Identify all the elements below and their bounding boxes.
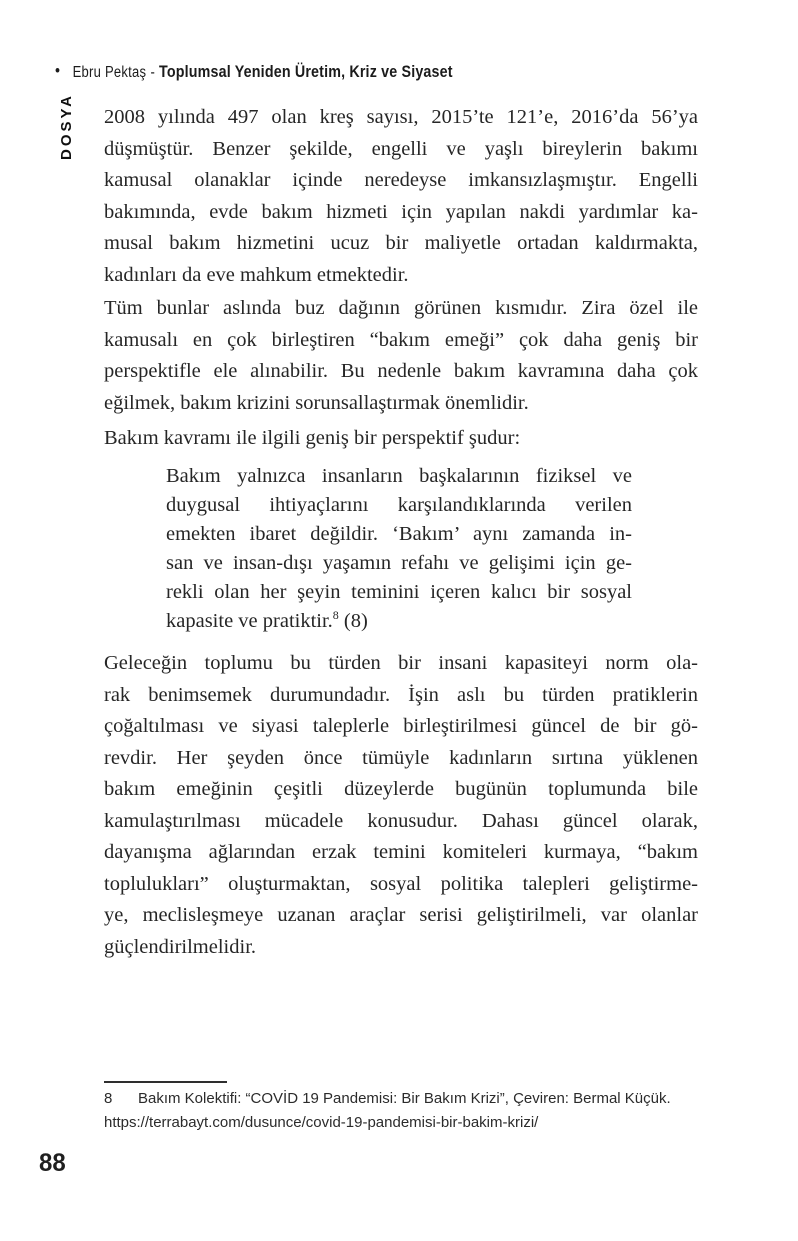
blockquote-citation-number: (8): [338, 610, 368, 632]
text-line: dayanışma ağlarından erzak temini komiteleri kurmaya, “bakım: [104, 841, 698, 863]
paragraph: [104, 423, 698, 455]
text-line: perspektifle ele alınabilir. Bu nedenle bakım kavramına daha çok: [104, 360, 698, 382]
blockquote-text: kapasite ve pratiktir.: [166, 610, 333, 632]
page-number: 88: [39, 1149, 66, 1177]
text-line: toplulukları” oluşturmaktan, sosyal politika talepleri geliştirme-: [104, 872, 698, 895]
blockquote-last-line: [166, 607, 632, 636]
text-line: bakım emeğinin çeşitli düzeylerde bugünün toplumunda bile: [104, 778, 698, 800]
text-line: 2008 yılında 497 olan kreş sayısı, 2015’te 121’e, 2016’da 56’ya: [104, 106, 698, 128]
text-line: kadınları da eve mahkum etmektedir.: [104, 263, 409, 286]
text-line: güçlendirilmelidir.: [104, 935, 257, 958]
footnote-reference-marker: 8: [332, 608, 339, 623]
footnote-url: https://terrabayt.com/dusunce/covid-19-pandemisi-bir-bakim-krizi/: [104, 1113, 539, 1131]
author-name: Ebru Pektaş: [72, 64, 147, 81]
text-line: rekli olan her şeyin teminini içeren kalıcı bir sosyal: [166, 581, 632, 603]
text-line: Tüm bunlar aslında buz dağının görünen kısmıdır. Zira özel ile: [104, 297, 698, 319]
footnote-number: 8: [104, 1090, 113, 1107]
text-line: rak benimsemek durumundadır. İşin aslı bu türden pratiklerin: [104, 683, 698, 706]
text-line: san ve insan-dışı yaşamın refahı ve gelişimi için ge-: [166, 552, 632, 574]
footnote-divider: [104, 1081, 227, 1083]
text-line: emekten ibaret değildir. ‘Bakım’ aynı zamanda in-: [166, 523, 632, 545]
text-line: duygusal ihtiyaçlarını karşılandıklarında verilen: [166, 494, 632, 516]
text-line: Bakım yalnızca insanların başkalarının fiziksel ve: [166, 465, 632, 487]
running-header: [55, 61, 453, 82]
paragraph: [104, 293, 698, 419]
text-line: Bakım kavramı ile ilgili geniş bir perspektif şudur:: [104, 427, 521, 449]
section-tab-label: DOSYA: [58, 93, 75, 160]
footnote: [104, 1087, 704, 1134]
footnote-citation-line: [104, 1087, 704, 1111]
header-bullet-icon: •: [55, 61, 61, 80]
blockquote: [166, 462, 632, 636]
header-separator: -: [150, 64, 155, 81]
text-line: revdir. Her şeyden önce tümüyle kadınların sırtına yüklenen: [104, 746, 698, 769]
text-line: Geleceğin toplumu bu türden bir insani kapasiteyi norm ola-: [104, 652, 698, 674]
paragraph: [104, 102, 698, 291]
text-line: kamulaştırılması mücadele konusudur. Dahası güncel olarak,: [104, 809, 698, 832]
blockquote-lines: [166, 462, 632, 607]
article-title: Toplumsal Yeniden Üretim, Kriz ve Siyaset: [159, 62, 453, 81]
text-line: musal bakım hizmetini ucuz bir maliyetle ortadan kaldırmakta,: [104, 232, 698, 254]
text-line: kamusalı en çok birleştiren “bakım emeği” çok daha geniş bir: [104, 328, 698, 351]
paragraph: [104, 648, 698, 963]
text-line: çoğaltılması ve siyasi taleplerle birleştirilmesi güncel de bir gö-: [104, 715, 698, 737]
footnote-citation: Bakım Kolektifi: “COVİD 19 Pandemisi: Bir Bakım Krizi”, Çeviren: Bermal Küçük.: [138, 1090, 671, 1107]
text-line: düşmüştür. Benzer şekilde, engelli ve yaşlı bireylerin bakımı: [104, 137, 698, 160]
text-line: kamusal olanaklar içinde neredeyse imkansızlaşmıştır. Engelli: [104, 169, 698, 191]
text-line: eğilmek, bakım krizini sorunsallaştırmak önemlidir.: [104, 391, 529, 414]
text-line: ye, meclisleşmeye uzanan araçlar serisi geliştirilmeli, var olanlar: [104, 904, 698, 926]
text-line: bakımında, evde bakım hizmeti için yapılan nakdi yardımlar ka-: [104, 200, 698, 223]
